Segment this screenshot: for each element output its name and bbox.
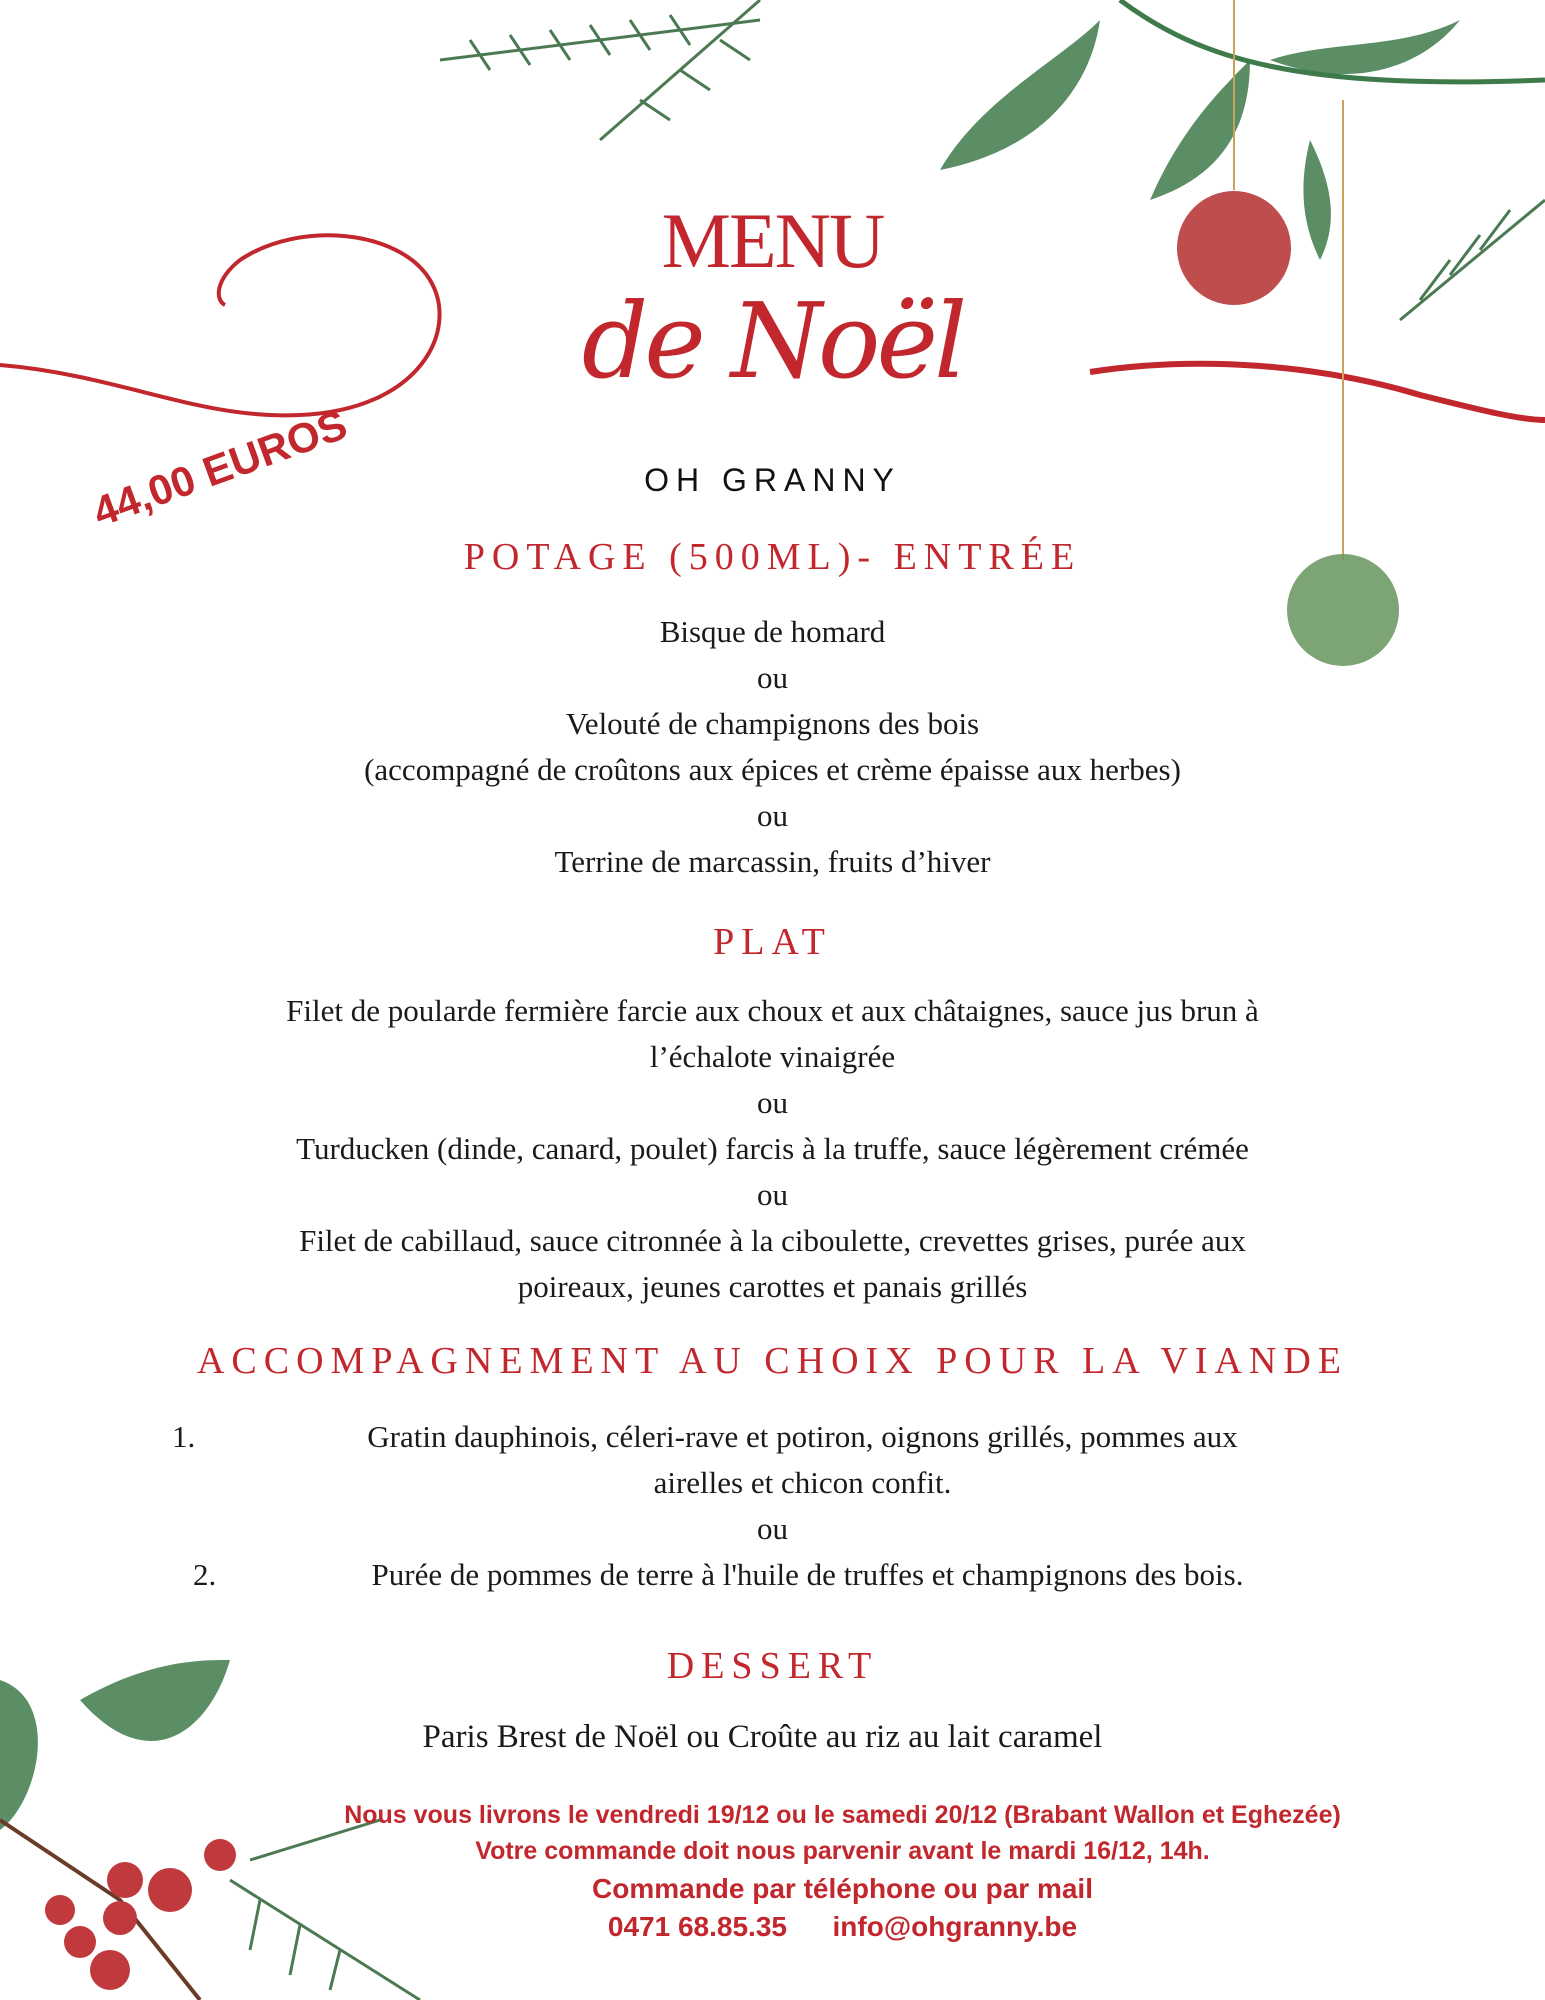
- holly-berries-bottom-icon: [0, 1660, 420, 2000]
- section-heading-potage: POTAGE (500ML)- ENTRÉE: [463, 536, 1082, 578]
- menu-line: Filet de poularde fermière farcie aux choux et aux châtaignes, sauce jus brun à: [286, 993, 1259, 1028]
- section-plat-items: [0, 988, 1545, 1310]
- menu-line: ou: [757, 1085, 788, 1120]
- menu-line: (accompagné de croûtons aux épices et crème épaisse aux herbes): [364, 752, 1181, 787]
- menu-line: airelles et chicon confit.: [653, 1465, 952, 1500]
- menu-line: Gratin dauphinois, céleri-rave et potiron, oignons grillés, pommes aux: [367, 1419, 1238, 1454]
- section-heading-dessert: DESSERT: [666, 1645, 879, 1687]
- menu-line: poireaux, jeunes carottes et panais grillés: [517, 1269, 1028, 1304]
- contact-info: [0, 1911, 1545, 1943]
- menu-line: Purée de pommes de terre à l'huile de truffes et champignons des bois.: [371, 1557, 1244, 1592]
- list-number: 1.: [172, 1419, 196, 1454]
- dessert-line: Paris Brest de Noël ou Croûte au riz au lait caramel: [422, 1719, 1103, 1755]
- list-number: 2.: [193, 1557, 217, 1592]
- phone-number[interactable]: 0471 68.85.35: [607, 1911, 787, 1942]
- menu-line: ou: [757, 798, 788, 833]
- menu-line: Terrine de marcassin, fruits d’hiver: [554, 844, 991, 879]
- brand-name: OH GRANNY: [644, 462, 901, 498]
- section-accompagnement-items: [0, 1414, 1545, 1598]
- menu-line: Velouté de champignons des bois: [565, 706, 980, 741]
- section-potage-items: [0, 609, 1545, 885]
- menu-line: Turducken (dinde, canard, poulet) farcis à la truffe, sauce légèrement crémée: [296, 1131, 1249, 1166]
- email-link[interactable]: info@ohgranny.be: [832, 1911, 1078, 1942]
- menu-line: Filet de cabillaud, sauce citronnée à la ciboulette, crevettes grises, purée aux: [299, 1223, 1246, 1258]
- delivery-info: Nous vous livrons le vendredi 19/12 ou le samedi 20/12 (Brabant Wallon et Eghezée): [344, 1801, 1341, 1829]
- menu-line: ou: [757, 660, 788, 695]
- menu-line: ou: [757, 1511, 788, 1546]
- section-heading-plat: PLAT: [713, 921, 832, 963]
- menu-line: ou: [757, 1177, 788, 1212]
- menu-line: l’échalote vinaigrée: [649, 1039, 896, 1074]
- menu-line: Bisque de homard: [659, 614, 886, 649]
- price-label: 44,00 EUROS: [86, 400, 353, 536]
- menu-title: MENU: [661, 197, 884, 284]
- menu-subtitle: de Noël: [581, 280, 964, 402]
- order-method: Commande par téléphone ou par mail: [592, 1873, 1093, 1904]
- section-heading-accompagnement: ACCOMPAGNEMENT AU CHOIX POUR LA VIANDE: [196, 1340, 1348, 1382]
- order-deadline: Votre commande doit nous parvenir avant le mardi 16/12, 14h.: [475, 1837, 1210, 1865]
